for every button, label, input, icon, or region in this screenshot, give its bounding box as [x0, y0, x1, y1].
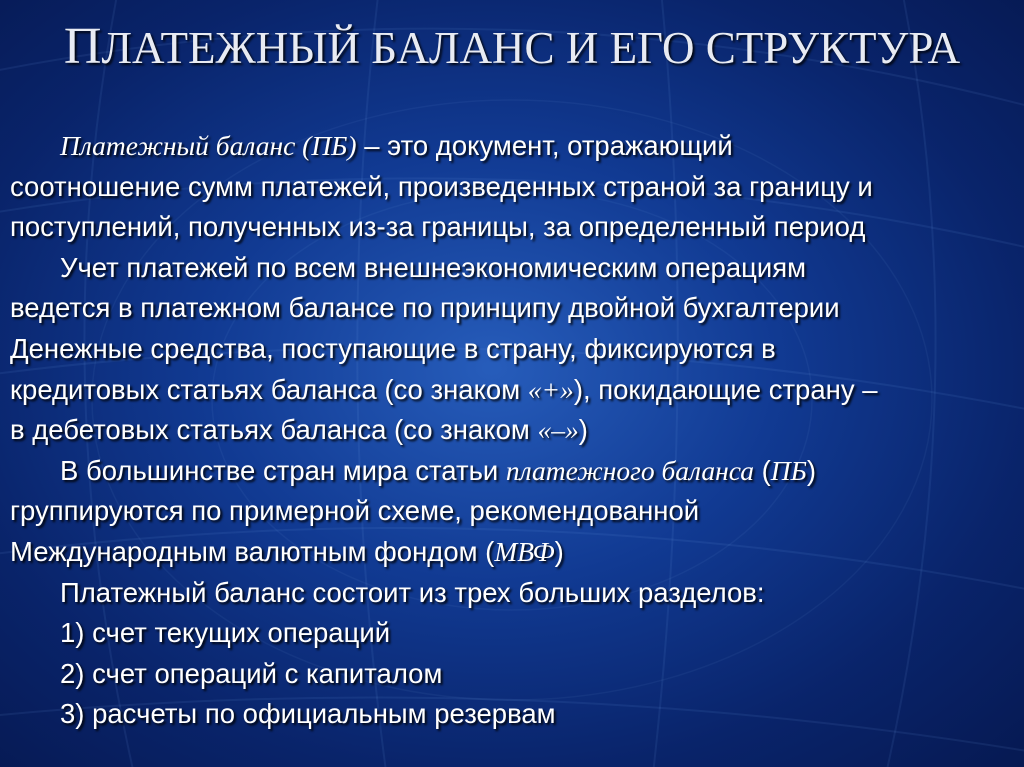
- text-span: (: [753, 454, 771, 486]
- title-first-letter: П: [63, 18, 102, 75]
- list-item: 3) расчеты по официальным резервам: [60, 698, 556, 730]
- text-span: В большинстве стран мира статьи: [60, 454, 506, 486]
- text-line: Учет платежей по всем внешнеэкономическим операциям: [60, 251, 807, 283]
- text-span: Международным валютным фондом (: [10, 535, 495, 567]
- list-item: 2) счет операций с капиталом: [60, 657, 443, 689]
- term-italic: Платежный баланс (ПБ): [60, 130, 357, 161]
- text-span: ): [806, 454, 817, 486]
- text-line: [10, 451, 1010, 492]
- term-italic: платежного баланса: [505, 454, 754, 486]
- text-line: ведется в платежном балансе по принципу двойной бухгалтерии: [10, 292, 840, 324]
- minus-sign: «–»: [537, 414, 579, 446]
- term-italic: МВФ: [494, 535, 555, 567]
- text-line: [10, 532, 1010, 573]
- slide-title: [0, 18, 1024, 77]
- list-item: 1) счет текущих операций: [60, 617, 391, 649]
- text-span: ): [554, 535, 564, 567]
- text-span: кредитовых статьях баланса (со знаком: [10, 373, 528, 405]
- title-rest: ЛАТЕЖНЫЙ БАЛАНС И ЕГО СТРУКТУРА: [101, 23, 961, 73]
- text-span: в дебетовых статьях баланса (со знаком: [10, 414, 538, 446]
- text-line: [10, 370, 1010, 411]
- text-line: Денежные средства, поступающие в страну, фиксируются в: [10, 332, 776, 364]
- term-italic: ПБ: [770, 454, 807, 486]
- slide-body: [10, 126, 1010, 735]
- text-line: [10, 410, 1010, 451]
- text-span: ), покидающие страну –: [573, 373, 878, 405]
- text-span: – это документ, отражающий: [356, 130, 733, 161]
- text-line: соотношение сумм платежей, произведенных страной за границу и: [10, 170, 873, 202]
- text-line: [10, 126, 1010, 167]
- text-line: поступлений, полученных из-за границы, за определенный период: [10, 211, 866, 243]
- plus-sign: «+»: [527, 373, 574, 405]
- text-span: ): [578, 414, 588, 446]
- text-line: Платежный баланс состоит из трех больших разделов:: [60, 576, 765, 608]
- text-line: группируются по примерной схеме, рекомендованной: [10, 495, 700, 527]
